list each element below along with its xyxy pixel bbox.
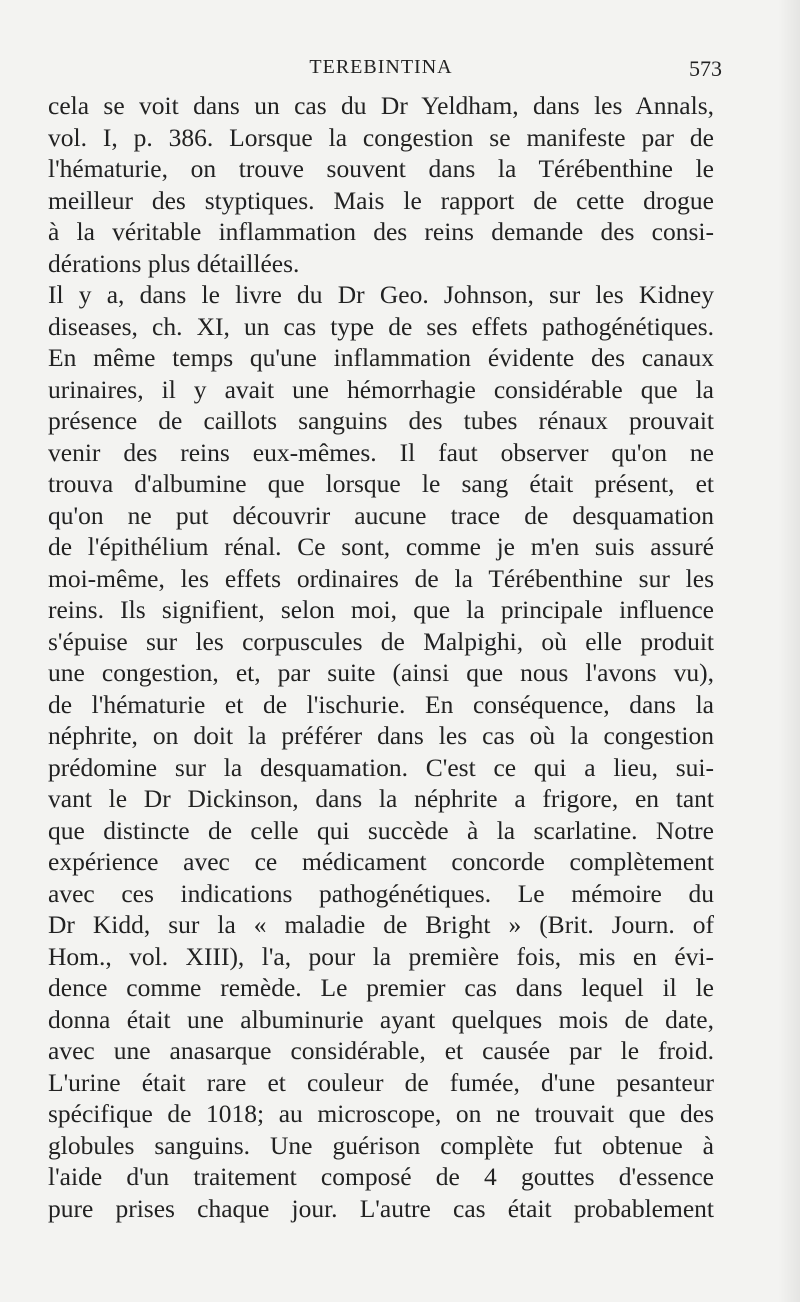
- running-title: TEREBINTINA: [309, 56, 453, 78]
- text-line: En même temps qu'une inflammation évidente des canaux: [48, 343, 714, 372]
- text-line: l'aide d'un traitement composé de 4 gouttes d'essence: [48, 1162, 714, 1191]
- text-line: spécifique de 1018; au microscope, on ne trouvait que des: [48, 1099, 714, 1128]
- text-line: à la véritable inflammation des reins demande des consi-: [48, 217, 714, 246]
- text-line: que distincte de celle qui succède à la scarlatine. Notre: [48, 815, 714, 845]
- page-edge-shadow: [778, 0, 800, 1302]
- text-line: avec une anasarque considérable, et causée par le froid.: [48, 1036, 714, 1065]
- text-line: présence de caillots sanguins des tubes rénaux prouvait: [48, 406, 714, 435]
- page-header: [48, 56, 722, 88]
- text-line: vant le Dr Dickinson, dans la néphrite a frigore, en tant: [48, 784, 714, 813]
- text-line: reins. Ils signifient, selon moi, que la principale influence: [48, 595, 714, 624]
- text-line: Hom., vol. XIII), l'a, pour la première fois, mis en évi-: [48, 941, 714, 971]
- text-line: L'urine était rare et couleur de fumée, d'une pesanteur: [48, 1067, 714, 1097]
- text-line: venir des reins eux-mêmes. Il faut observer qu'on ne: [48, 437, 714, 467]
- text-line: globules sanguins. Une guérison complète fut obtenue à: [48, 1130, 714, 1160]
- text-line: cela se voit dans un cas du Dr Yeldham, dans les Annals,: [48, 91, 714, 120]
- text-line: vol. I, p. 386. Lorsque la congestion se manifeste par de: [48, 122, 714, 152]
- text-line: urinaires, il y avait une hémorrhagie considérable que la: [48, 374, 714, 404]
- text-line: meilleur des styptiques. Mais le rapport de cette drogue: [48, 185, 714, 215]
- text-line: diseases, ch. XI, un cas type de ses effets pathogénétiques.: [48, 311, 714, 341]
- text-line: l'hématurie, on trouve souvent dans la Térébenthine le: [48, 154, 714, 183]
- text-line: moi-même, les effets ordinaires de la Térébenthine sur les: [48, 563, 714, 593]
- text-line: dence comme remède. Le premier cas dans lequel il le: [48, 973, 714, 1002]
- text-line: s'épuise sur les corpuscules de Malpighi, où elle produit: [48, 626, 714, 656]
- body-text: [48, 90, 714, 1224]
- text-line: néphrite, on doit la préférer dans les cas où la congestion: [48, 721, 714, 750]
- text-line: pure prises chaque jour. L'autre cas était probablement: [48, 1193, 714, 1223]
- text-line: donna était une albuminurie ayant quelques mois de date,: [48, 1004, 714, 1034]
- text-line: de l'hématurie et de l'ischurie. En conséquence, dans la: [48, 689, 714, 719]
- page-number: 573: [689, 56, 722, 81]
- text-line: une congestion, et, par suite (ainsi que nous l'avons vu),: [48, 658, 714, 687]
- text-line: prédomine sur la desquamation. C'est ce qui a lieu, sui-: [48, 752, 714, 782]
- text-line: Dr Kidd, sur la « maladie de Bright » (Brit. Journ. of: [48, 910, 714, 939]
- text-line: avec ces indications pathogénétiques. Le mémoire du: [48, 878, 714, 908]
- text-line: dérations plus détaillées.: [48, 248, 300, 278]
- text-line: expérience avec ce médicament concorde complètement: [48, 847, 714, 876]
- text-line: trouva d'albumine que lorsque le sang était présent, et: [48, 469, 714, 498]
- text-line: qu'on ne put découvrir aucune trace de desquamation: [48, 500, 714, 530]
- text-line: de l'épithélium rénal. Ce sont, comme je m'en suis assuré: [48, 532, 714, 561]
- text-line: Il y a, dans le livre du Dr Geo. Johnson, sur les Kidney: [48, 280, 714, 309]
